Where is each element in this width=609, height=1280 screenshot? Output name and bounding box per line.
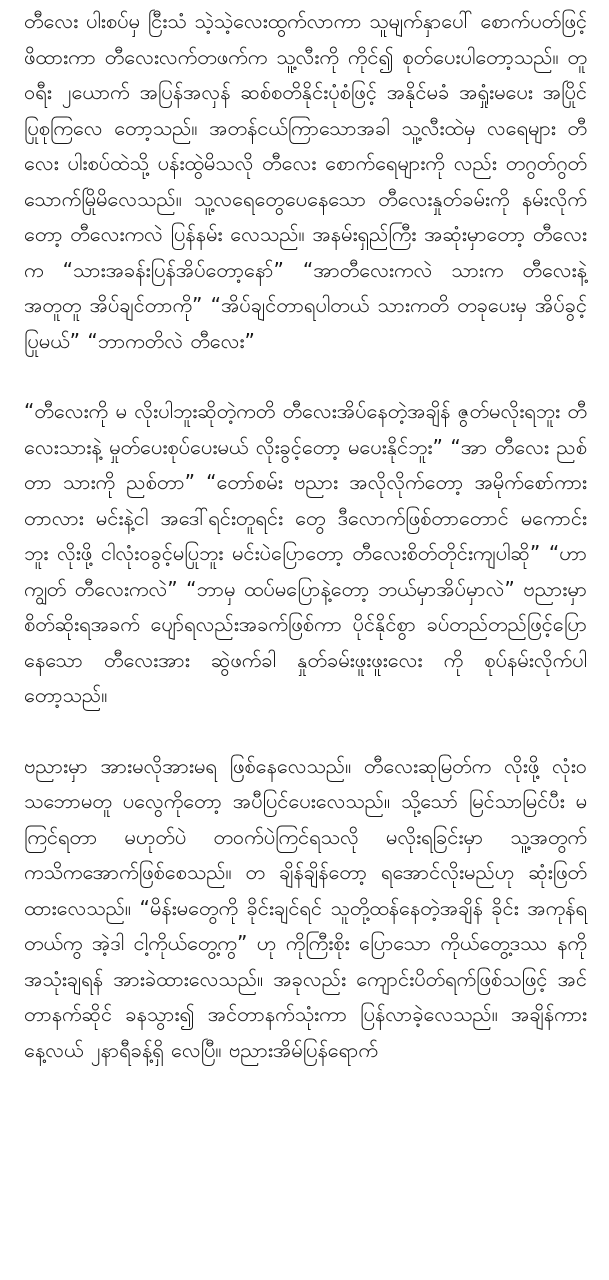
story-paragraph-1: တီလေး ပါးစပ်မှ ငြီးသံ သဲ့သဲ့လေးထွက်လာကာ သူမျက်နှာပေါ် စောက်ပတ်ဖြင့် ဖိထားကာ တီလေးလက်တဖက်က သူ့လီးကို ကိုင်၍ စုတ်ပေးပါတော့သည်။ တူဝရီး ၂ယောက် အပြန်အလှန် ဆစ်စတိနိုင်းပုံစံဖြင့် အနိုင်မခံ အရှုံးမပေး အပြိုင်ပြုစုကြလေ တော့သည်။ အတန်ငယ်ကြာသောအခါ သူ့လီးထဲမှ လရေများ တီလေး ပါးစပ်ထဲသို့ ပန်းထွဲမိသလို တီလေး စောက်ရေများကို လည်း တဂွတ်ဂွတ်သောက်မြိုမိလေသည်။ သူ့လရေတွေပေနေသော တီလေးနှုတ်ခမ်းကို နမ်းလိုက်တော့ တီလေးကလဲ ပြန်နမ်း လေသည်။ အနမ်းရှည်ကြီး အဆုံးမှာတော့ တီလေးက “သားအခန်းပြန်အိပ်တော့နော်” “အာတီလေးကလဲ သားက တီလေးနဲ့ အတူတူ အိပ်ချင်တာကို” “အိပ်ချင်တာရပါတယ် သားကတိ တခုပေးမှ အိပ်ခွင့်ပြုမယ်” “ဘာကတိလဲ တီလေး”: [24, 9, 587, 353]
story-paragraph-3: ဗညားမှာ အားမလိုအားမရ ဖြစ်နေလေသည်။ တီလေးဆုမြတ်က လိုးဖို့ လုံးဝသဘောမတူ ပလွေကိုတော့ အပီပြင်ပေးလေသည်။ သို့သော် မြင်သာမြင်ပီး မကြင်ရတာ မဟုတ်ပဲ တဝက်ပဲကြင်ရသလို မလိုးရခြင်းမှာ သူ့အတွက် ကသိကအောက်ဖြစ်စေသည်။ တ ချိန်ချိန်တော့ ရအောင်လိုးမည်ဟု ဆုံးဖြတ်ထားလေသည်။ “မိန်းမတွေကို ခိုင်းချင်ရင် သူတို့ထန်နေတဲ့အချိန် ခိုင်း အကုန်ရတယ်ကွ အဲ့ဒါ ငါ့ကိုယ်တွေ့ကွ” ဟု ကိုကြီးစိုး ပြောသော ကိုယ်တွေ့ဒဿ နကို အသုံးချရန် အားခဲထားလေသည်။ အခုလည်း ကျောင်းပိတ်ရက်ဖြစ်သဖြင့် အင်တာနက်ဆိုင် ခနသွား၍ အင်တာနက်သုံးကာ ပြန်လာခဲ့လေသည်။ အချိန်ကား နေ့လယ် ၂နာရီခန့်ရှိ လေပြီ။ ဗညားအိမ်ပြန်ရောက်: [24, 753, 587, 1062]
story-paragraph-2: “တီလေးကို မ လိုးပါဘူးဆိုတဲ့ကတိ တီလေးအိပ်နေတဲ့အချိန် ဇွတ်မလိုးရဘူး တီလေးသားနဲ့ မှုတ်ပေးစုပ်ပေးမယ် လိုးခွင့်တော့ မပေးနိုင်ဘူး” “အာ တီလေး ညစ်တာ သားကို ညစ်တာ” “တော်စမ်း ဗညား အလိုလိုက်တော့ အမိုက်စော်ကားတာလား မင်းနဲ့ငါ အဒေါ်ရင်းတူရင်း တွေ ဒီလောက်ဖြစ်တာတောင် မကောင်းဘူး လိုးဖို့ ငါလုံးဝခွင့်မပြုဘူး မင်းပဲပြောတော့ တီလေးစိတ်တိုင်းကျပါဆို” “ဟာ ကျွတ် တီလေးကလဲ” “ဘာမှ ထပ်မပြောနဲ့တော့ ဘယ်မှာအိပ်မှာလဲ” ဗညားမှာ စိတ်ဆိုးရအခက် ပျော်ရလည်းအခက်ဖြစ်ကာ ပိုင်နိုင်စွာ ခပ်တည်တည်ဖြင့်ပြောနေသော တီလေးအား ဆွဲဖက်ခါ နှုတ်ခမ်းဖူးဖူးလေး ကို စုပ်နမ်းလိုက်ပါတော့သည်။: [24, 399, 587, 707]
